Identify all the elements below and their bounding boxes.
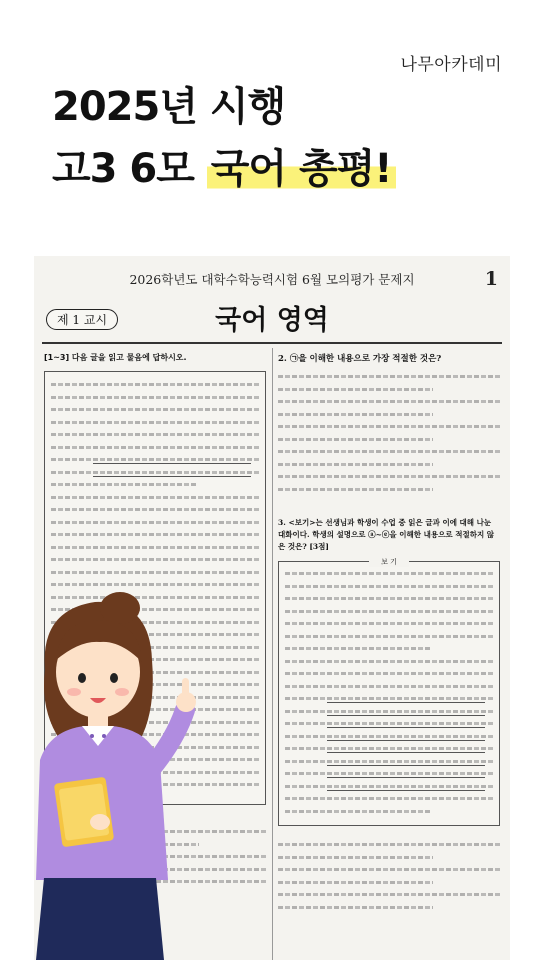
headline-line-2-plain: 고3 6모 <box>52 146 207 192</box>
bogi-label: 보 기 <box>369 557 409 567</box>
title-rule <box>42 342 502 344</box>
bogi-text <box>285 567 493 817</box>
headline <box>52 76 396 200</box>
teacher-illustration <box>0 590 200 960</box>
passage-instruction: [1~3] 다음 글을 읽고 물음에 답하시오. <box>44 353 187 362</box>
headline-highlight: 국어 총평! <box>207 146 396 192</box>
headline-line-1: 2025년 시행 <box>52 84 286 130</box>
exam-title: 국어 영역 <box>215 305 329 336</box>
exam-header: 2026학년도 대학수학능력시험 6월 모의평가 문제지 <box>129 272 415 287</box>
headline-line-2 <box>52 138 396 200</box>
section-tag: 제 1 교시 <box>46 309 118 330</box>
right-column <box>278 348 500 913</box>
question-3-choices <box>278 838 500 913</box>
question-3: 3. <보기>는 선생님과 학생이 수업 중 읽은 글과 이에 대해 나눈 대화이다. 학생의 설명으로 ⓐ~ⓔ을 이해한 내용으로 적절하지 않은 것은? [3점] <box>278 518 495 551</box>
bogi-box <box>278 558 500 826</box>
question-2: 2. ㉠을 이해한 내용으로 가장 적절한 것은? <box>278 354 442 364</box>
question-2-choices <box>278 370 500 495</box>
column-divider <box>272 348 273 960</box>
page-number: 1 <box>484 268 498 290</box>
brand-name: 나무아카데미 <box>400 55 502 75</box>
